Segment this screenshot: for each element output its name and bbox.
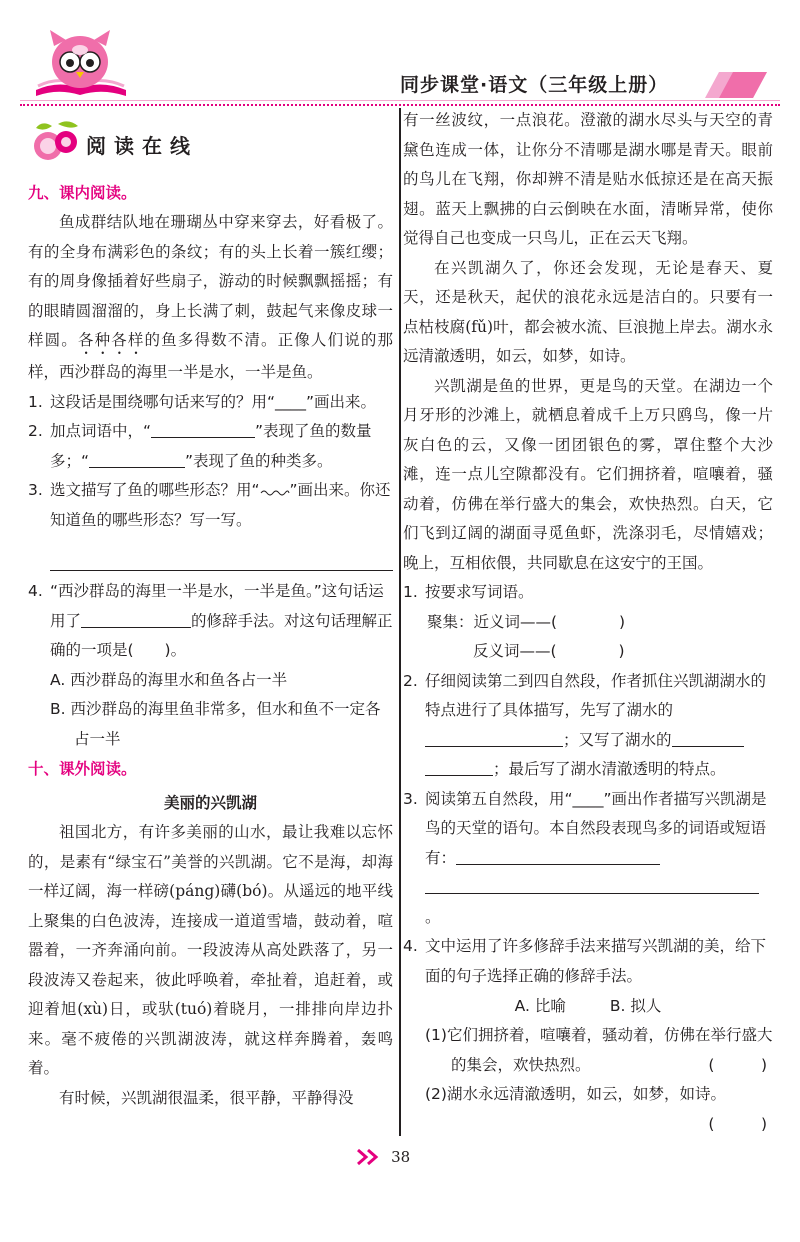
section-banner-title: 阅读在线 — [86, 134, 198, 158]
section-banner — [28, 108, 393, 178]
question-text: ；最后写了湖水清澈透明的特点。 — [493, 760, 726, 778]
choice-personification[interactable]: B. 拟人 — [609, 997, 662, 1015]
article-paragraph-1: 祖国北方，有许多美丽的山水，最让我难以忘怀的，是素有“绿宝石”美誉的兴凯湖。它不是海，却海一样辽阔，海一样磅(páng)礴(bó)。从遥远的地平线上聚集的白色波涛，连接成一道道雪墙，鼓动着，喧嚣着，一齐奔涌向前。一段波涛从高处跌落了，另一段波涛又卷起来，彼此呼唤着，牵扯着，追赶着，或迎着旭(xù)日，或驮(tuó)着晓月，一排排向岸边扑来。毫不疲倦的兴凯湖波涛，就这样奔腾着，轰鸣着。 — [28, 823, 393, 1077]
question-1 — [28, 388, 393, 418]
answer-blank[interactable] — [672, 729, 744, 747]
synonym-line[interactable]: 聚集：近义词——( ) — [427, 612, 626, 631]
question-text: 。 — [425, 907, 441, 926]
answer-blank[interactable] — [425, 758, 493, 776]
answer-blank[interactable] — [425, 729, 563, 747]
question-text: 加点词语中，“ — [50, 422, 152, 440]
question-3 — [403, 785, 773, 933]
page-header — [0, 0, 800, 110]
question-text: ”画出来。你还知道鱼的哪些形态？写一写。 — [50, 481, 391, 529]
question-number: 2. — [403, 671, 418, 690]
right-column — [403, 106, 773, 1139]
question-text: 仔细阅读第二到四自然段，作者抓住兴凯湖湖水的特点进行了具体描写，先写了湖水的 — [425, 671, 767, 719]
question-1 — [403, 578, 773, 608]
question-text: 选文描写了鱼的哪些形态？用“ — [50, 481, 260, 499]
sentence-2 — [403, 1080, 773, 1110]
sentence-2-answer — [403, 1110, 773, 1140]
left-column — [28, 108, 393, 1113]
article-paragraph-2-start: 有时候，兴凯湖很温柔，很平静，平静得没 — [59, 1088, 354, 1107]
dotted-word: 各种各样 — [77, 331, 145, 349]
option-b[interactable]: B. 西沙群岛的海里鱼非常多，但水和鱼不一定各占一半 — [50, 700, 381, 748]
question-text: ”表现了鱼的种类多。 — [185, 451, 333, 470]
header-rule — [20, 100, 780, 101]
question-text: ”表现了鱼的数量多；“ — [50, 422, 372, 470]
question-number: 3. — [403, 789, 418, 808]
double-chevron-icon — [356, 1148, 382, 1166]
question-text: 阅读第五自然段，用“____”画出作者描写兴凯湖是鸟的天堂的语句。本自然段表现鸟多的词语或短语有： — [425, 789, 767, 867]
answer-blank[interactable] — [89, 450, 185, 468]
article-paragraph-3: 在兴凯湖久了，你还会发现，无论是春天、夏天，还是秋天，起伏的浪花永远是洁白的。只要有一点枯枝腐(fǔ)叶，都会被水流、巨浪抛上岸去。湖水永远清澈透明，如云，如梦，如诗。 — [403, 258, 773, 365]
question-4 — [28, 577, 393, 666]
flower-icon — [28, 116, 84, 166]
passage-text: 的鱼多得数不清。正像人们说的那样，西沙群岛的海里一半是水，一半是鱼。 — [28, 331, 393, 381]
question-text: 这段话是围绕哪句话来写的？用“____”画出来。 — [50, 392, 377, 411]
question-text: 的修辞手法。对这句话理解正确的一项是( )。 — [50, 611, 393, 659]
answer-line[interactable] — [50, 543, 393, 571]
question-number: 4. — [403, 937, 418, 955]
choice-metaphor[interactable]: A. 比喻 — [514, 997, 566, 1015]
article-paragraph-4: 兴凯湖是鱼的世界，更是鸟的天堂。在湖边一个月牙形的沙滩上，就栖息着成千上万只鸥鸟，像一片灰白色的云，又像一团团银色的雾，罩住整个大沙滩，连一点儿空隙都没有。它们拥挤着，喧嚷着，骚动着，仿佛在举行盛大的集会，欢快热烈。白天，它们飞到辽阔的湖面寻觅鱼虾，洗涤羽毛，尽情嬉戏；晚上，互相依偎，共同歇息在这安宁的王国。 — [403, 376, 773, 572]
owl-mascot-logo — [28, 28, 133, 100]
header-title: 同步课堂·语文（三年级上册） — [400, 74, 669, 96]
option-a[interactable]: A. 西沙群岛的海里水和鱼各占一半 — [50, 670, 288, 689]
page-number: 38 — [391, 1147, 411, 1166]
wavy-underline-icon — [260, 483, 290, 497]
page-footer — [356, 1146, 410, 1170]
antonym-line[interactable]: 反义词——( ) — [473, 642, 625, 660]
answer-blank[interactable] — [151, 420, 255, 438]
question-3 — [28, 476, 393, 535]
answer-blank[interactable] — [425, 876, 759, 894]
part9-heading: 九、课内阅读。 — [28, 184, 137, 202]
rhetoric-choices — [403, 991, 773, 1021]
sentence-text: (1)它们拥挤着，喧嚷着，骚动着，仿佛在举行盛大的集会，欢快热烈。 — [425, 1026, 773, 1074]
part10-heading: 十、课外阅读。 — [28, 760, 137, 778]
answer-blank[interactable] — [456, 847, 660, 865]
question-4 — [403, 932, 773, 991]
answer-blank[interactable] — [81, 610, 191, 628]
question-number: 3. — [28, 481, 43, 499]
sentence-1 — [403, 1021, 773, 1080]
column-divider — [399, 108, 401, 1136]
article-paragraph-2-cont: 有一丝波纹，一点浪花。澄澈的湖水尽头与天空的青黛色连成一体，让你分不清哪是湖水哪是青天。眼前的鸟儿在飞翔，你却辨不清是贴水低掠还是在高天振翅。蓝天上飘拂的白云倒映在水面，清晰异常，使你觉得自己也变成一只鸟儿，正在云天飞翔。 — [403, 111, 773, 247]
sentence-text: (2)湖水永远清澈透明，如云，如梦，如诗。 — [425, 1085, 726, 1103]
article-title: 美丽的兴凯湖 — [163, 794, 257, 812]
question-text: 文中运用了许多修辞手法来描写兴凯湖的美，给下面的句子选择正确的修辞手法。 — [425, 937, 767, 985]
answer-paren[interactable]: ( ) — [708, 1055, 767, 1074]
question-text: 按要求写词语。 — [425, 583, 534, 601]
question-text: ；又写了湖水的 — [563, 730, 672, 749]
question-2 — [28, 417, 393, 476]
question-number: 2. — [28, 422, 43, 440]
part9-passage — [28, 208, 393, 388]
question-2 — [403, 667, 773, 785]
passage-text: 鱼成群结队地在珊瑚丛中穿来穿去，好看极了。有的全身布满彩色的条纹；有的头上长着一簇红缨；有的周身像插着好些扇子，游动的时候飘飘摇摇；有的眼睛圆溜溜的，身上长满了刺，鼓起气来像皮球一样圆。 — [28, 213, 393, 349]
question-number: 1. — [403, 583, 418, 601]
header-accent-bar — [705, 72, 767, 98]
question-text: “西沙群岛的海里一半是水，一半是鱼。”这句话运用了 — [50, 582, 384, 630]
question-number: 1. — [28, 392, 43, 411]
answer-paren[interactable]: ( ) — [708, 1114, 767, 1133]
question-number: 4. — [28, 582, 43, 600]
